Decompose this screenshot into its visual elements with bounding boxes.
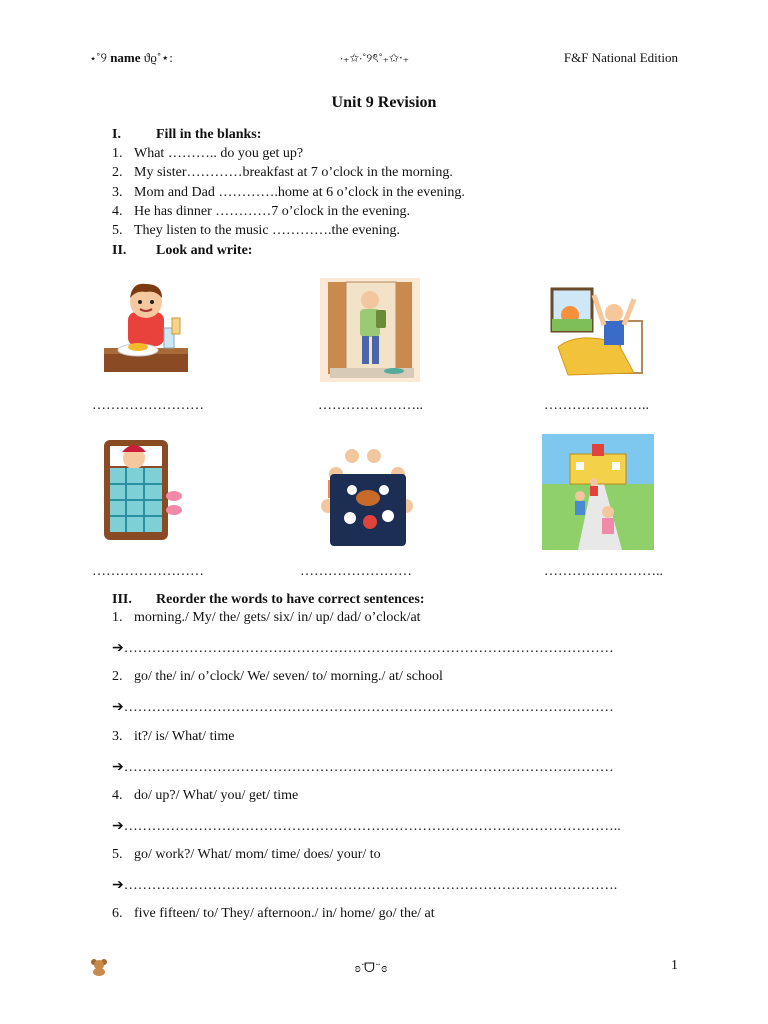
section1-num: I. (112, 127, 121, 142)
dinner-illustration (318, 446, 418, 550)
section1-item (112, 146, 303, 162)
header-name-label (90, 50, 173, 66)
answer-blank[interactable]: …………………….. (544, 564, 663, 579)
item-num: 4. (112, 788, 123, 803)
answer-line[interactable]: ➔…………………………………………………………………………………………… (112, 760, 614, 775)
teddy-bear-icon (90, 958, 108, 976)
section3-heading (112, 592, 425, 608)
header-edition: F&F National Edition (563, 50, 678, 65)
sleeping-illustration (100, 430, 188, 546)
section1-heading (112, 127, 261, 143)
section3-item (112, 669, 443, 685)
section3-item (112, 610, 421, 626)
section1-item (112, 185, 465, 201)
section2-title: Look and write: (156, 243, 253, 258)
answer-line[interactable]: ➔……………………………………………………………………………………………. (112, 878, 618, 893)
section1-title: Fill in the blanks: (156, 127, 262, 142)
section2-heading (112, 243, 252, 259)
item-num: 5. (112, 847, 123, 862)
item-text: do/ up?/ What/ you/ get/ time (134, 788, 299, 803)
section3-item (112, 788, 298, 804)
page-title: Unit 9 Revision (331, 94, 437, 111)
answer-blank[interactable]: …………………… (92, 398, 204, 413)
answer-blank[interactable]: …………………… (92, 564, 204, 579)
section1-item (112, 204, 410, 220)
item-text: They listen to the music ………….the evening. (134, 223, 400, 238)
header-decoration: ‧₊✩‧˚୨ৎ˚₊✩‧₊ (340, 51, 410, 65)
section3-title: Reorder the words to have correct sentences: (156, 592, 425, 607)
item-num: 3. (112, 729, 123, 744)
footer-decoration: ʚ ̈ᗜ ̈ ɞ (355, 960, 388, 975)
item-num: 2. (112, 165, 123, 180)
coming-home-illustration (320, 278, 420, 382)
item-num: 4. (112, 204, 123, 219)
section3-item (112, 729, 234, 745)
section3-item (112, 906, 435, 922)
answer-line[interactable]: ➔…………………………………………………………………………………………… (112, 700, 614, 715)
item-num: 3. (112, 185, 123, 200)
item-num: 1. (112, 610, 123, 625)
answer-blank[interactable]: …………………… (300, 564, 412, 579)
item-text: morning./ My/ the/ gets/ six/ in/ up/ dad/ o’clock/at (134, 610, 421, 625)
item-text: Mom and Dad ………….home at 6 o’clock in the evening. (134, 185, 465, 200)
item-num: 6. (112, 906, 123, 921)
answer-line[interactable]: ➔…………………………………………………………………………………………….. (112, 819, 621, 834)
section2-num: II. (112, 243, 127, 258)
item-text: go/ work?/ What/ mom/ time/ does/ your/ to (134, 847, 381, 862)
section3-item (112, 847, 381, 863)
answer-blank[interactable]: ………………….. (544, 398, 649, 413)
answer-blank[interactable]: ………………….. (318, 398, 423, 413)
school-illustration (542, 434, 654, 550)
breakfast-illustration (100, 278, 192, 378)
item-text: five fifteen/ to/ They/ afternoon./ in/ home/ go/ the/ at (134, 906, 435, 921)
item-text: My sister…………breakfast at 7 o’clock in the morning. (134, 165, 453, 180)
header-name: name (110, 50, 141, 65)
item-text: What ……….. do you get up? (134, 146, 304, 161)
section3-num: III. (112, 592, 132, 607)
waking-up-illustration (548, 285, 648, 383)
item-text: it?/ is/ What/ time (134, 729, 235, 744)
item-text: He has dinner …………7 o’clock in the evening. (134, 204, 411, 219)
item-num: 2. (112, 669, 123, 684)
section1-item (112, 165, 453, 181)
page-number: 1 (671, 958, 678, 973)
header-deco-2: ϑϱ˚⋆: (143, 50, 173, 65)
header-deco: ⋆˚୨ (90, 50, 107, 65)
section1-item (112, 223, 400, 239)
answer-line[interactable]: ➔…………………………………………………………………………………………… (112, 641, 614, 656)
item-num: 1. (112, 146, 123, 161)
item-num: 5. (112, 223, 123, 238)
item-text: go/ the/ in/ o’clock/ We/ seven/ to/ morning./ at/ school (134, 669, 443, 684)
